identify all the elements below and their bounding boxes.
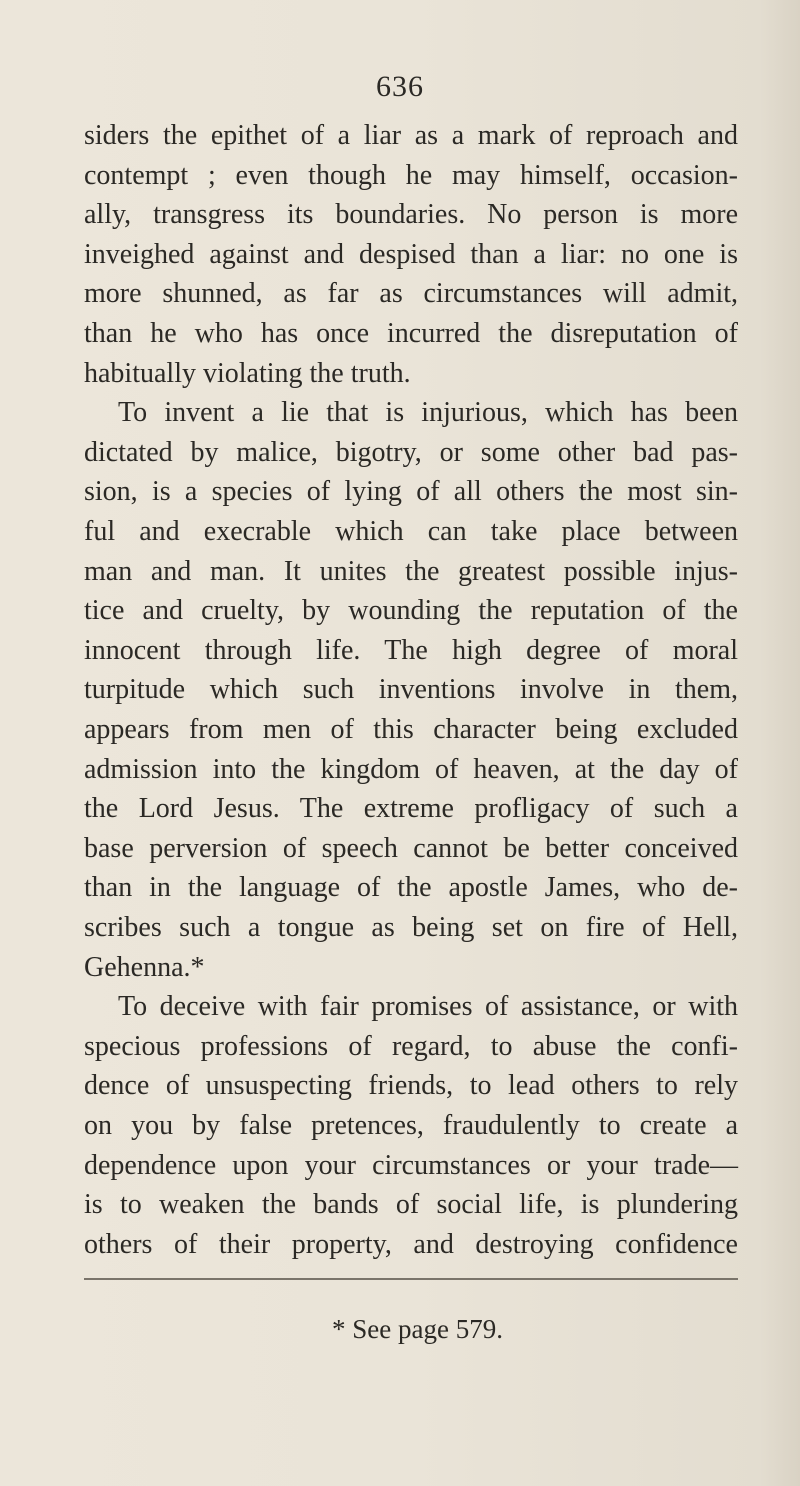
paragraph-first-line: To deceive with fair promises of assistance, or with [118,991,738,1023]
text-line: others of their property, and destroying confidence [84,1228,738,1260]
text-line: the Lord Jesus. The extreme profligacy of such a [84,793,738,825]
page-number: 636 [376,70,424,103]
text-line: specious professions of regard, to abuse the confi- [84,1030,738,1062]
text-line: admission into the kingdom of heaven, at the day of [84,753,738,785]
text-line: innocent through life. The high degree of moral [84,634,738,666]
paragraph-first-line: To invent a lie that is injurious, which has been [118,397,738,429]
text-line: ally, transgress its boundaries. No person is more [84,199,738,231]
text-line: scribes such a tongue as being set on fire of Hell, [84,912,738,943]
text-line: siders the epithet of a liar as a mark of reproach and [84,120,738,151]
text-line: sion, is a species of lying of all others the most sin- [84,476,738,508]
text-line: ful and execrable which can take place between [84,516,738,547]
text-line: dictated by malice, bigotry, or some other bad pas- [84,436,738,468]
text-line: appears from men of this character being excluded [84,714,738,745]
text-line: habitually violating the truth. [84,357,411,389]
text-line: base perversion of speech cannot be better conceived [84,832,738,864]
text-line: than in the language of the apostle James, who de- [84,872,738,904]
text-line: than he who has once incurred the disreputation of [84,318,738,349]
text-line: on you by false pretences, fraudulently to create a [84,1110,738,1141]
text-line: dependence upon your circumstances or your trade— [84,1149,738,1181]
text-line: inveighed against and despised than a liar: no one is [84,238,738,270]
text-line: tice and cruelty, by wounding the reputation of the [84,595,738,627]
text-line: more shunned, as far as circumstances will admit, [84,278,738,310]
text-line: turpitude which such inventions involve in them, [84,674,738,706]
text-line: man and man. It unites the greatest possible injus- [84,555,738,587]
text-line: Gehenna.* [84,951,205,983]
footnote: * See page 579. [332,1314,503,1344]
text-line: is to weaken the bands of social life, is plundering [84,1189,738,1221]
text-line: dence of unsuspecting friends, to lead others to rely [84,1070,738,1102]
footnote-rule [84,1278,738,1280]
text-line: contempt ; even though he may himself, occasion- [84,159,738,191]
